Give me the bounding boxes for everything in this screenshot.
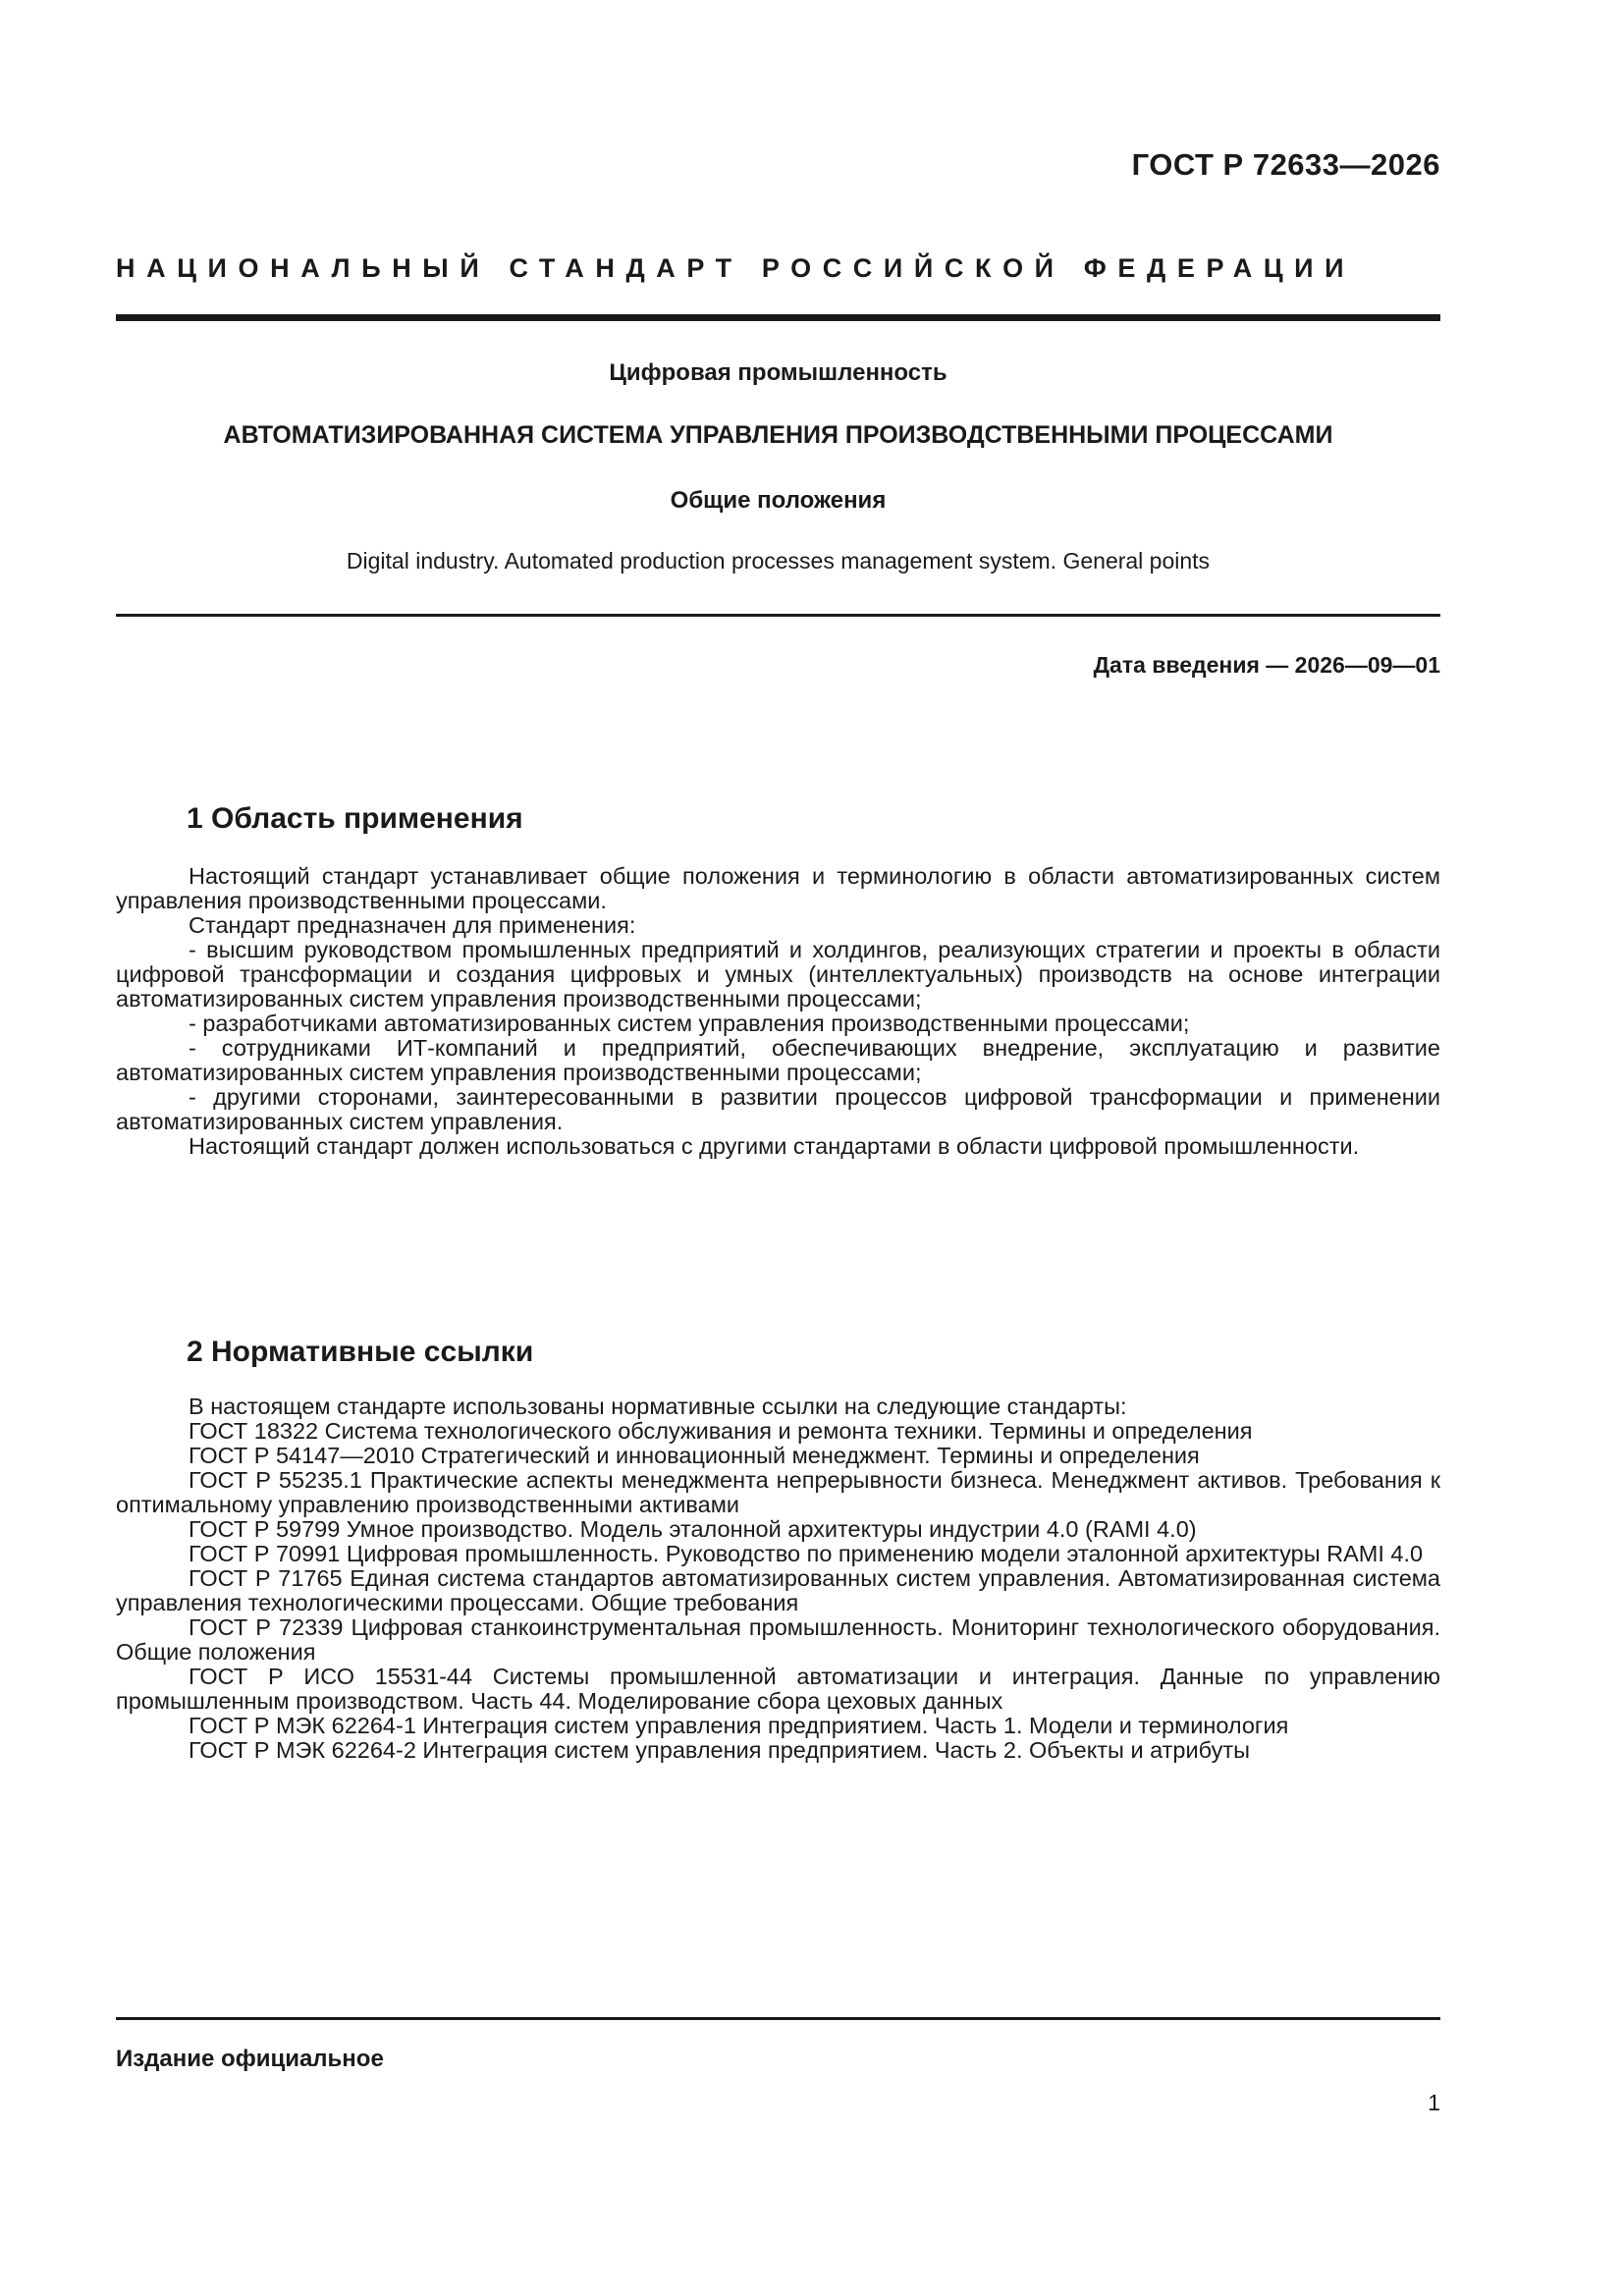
section-1-paragraph: Настоящий стандарт устанавливает общие положения и терминологию в области автоматизированных систем управления производственными процессами. [116, 863, 1440, 913]
title-divider [116, 614, 1440, 617]
title-line-2: АВТОМАТИЗИРОВАННАЯ СИСТЕМА УПРАВЛЕНИЯ ПРОИЗВОДСТВЕННЫМИ ПРОЦЕССАМИ [223, 421, 1333, 449]
section-1-list-item: - высшим руководством промышленных предприятий и холдингов, реализующих стратегии и проекты в области цифровой трансформации и создания цифровых и умных (интеллектуальных) производств на основе интеграции автоматизированных систем управления производственными процессами; [116, 937, 1440, 1011]
reference-item: ГОСТ Р 59799 Умное производство. Модель эталонной архитектуры индустрии 4.0 (RAMI 4.0) [189, 1516, 1197, 1542]
reference-item: ГОСТ Р 72339 Цифровая станкоинструментальная промышленность. Мониторинг технологического оборудования. Общие положения [116, 1614, 1440, 1665]
section-1-list-item: - разработчиками автоматизированных систем управления производственными процессами; [189, 1011, 1190, 1036]
section-2-body [116, 1394, 1440, 1763]
reference-item: ГОСТ Р 55235.1 Практические аспекты менеджмента непрерывности бизнеса. Менеджмент активов. Требования к оптимальному управлению производственными активами [116, 1467, 1440, 1517]
title-line-1: Цифровая промышленность [609, 359, 947, 386]
section-1-paragraph: Настоящий стандарт должен использоваться с другими стандартами в области цифровой промышленности. [189, 1133, 1360, 1159]
national-standard-title: НАЦИОНАЛЬНЫЙ СТАНДАРТ РОССИЙСКОЙ ФЕДЕРАЦИИ [116, 253, 1356, 283]
section-1-body [116, 864, 1440, 1159]
english-title: Digital industry. Automated production processes management system. General points [346, 548, 1211, 574]
reference-item: ГОСТ Р МЭК 62264-1 Интеграция систем управления предприятием. Часть 1. Модели и терминология [189, 1713, 1289, 1738]
reference-item: ГОСТ Р ИСО 15531-44 Системы промышленной автоматизации и интеграция. Данные по управлению промышленным производством. Часть 44. Моделирование сбора цеховых данных [116, 1664, 1440, 1714]
section-1-paragraph: Стандарт предназначен для применения: [189, 912, 636, 938]
reference-item: ГОСТ 18322 Система технологического обслуживания и ремонта техники. Термины и определения [189, 1418, 1253, 1444]
reference-item: ГОСТ Р 70991 Цифровая промышленность. Руководство по применению модели эталонной архитектуры RAMI 4.0 [189, 1541, 1424, 1566]
reference-item: ГОСТ Р 71765 Единая система стандартов автоматизированных систем управления. Автоматизированная система управления технологическими процессами. Общие требования [116, 1565, 1440, 1615]
document-page [116, 0, 1440, 2296]
reference-item: ГОСТ Р МЭК 62264-2 Интеграция систем управления предприятием. Часть 2. Объекты и атрибуты [189, 1737, 1250, 1763]
header-divider [116, 314, 1440, 321]
section-2-heading: 2 Нормативные ссылки [187, 1336, 534, 1368]
section-1-heading: 1 Область применения [187, 802, 523, 835]
introduction-date: Дата введения — 2026—09—01 [1093, 652, 1440, 678]
reference-item: ГОСТ Р 54147—2010 Стратегический и инновационный менеджмент. Термины и определения [189, 1443, 1200, 1468]
page-number: 1 [1428, 2090, 1440, 2115]
title-line-3: Общие положения [670, 487, 887, 514]
edition-label: Издание официальное [116, 2046, 384, 2072]
section-1-list-item: - сотрудниками ИТ-компаний и предприятий, обеспечивающих внедрение, эксплуатацию и развитие автоматизированных систем управления производственными процессами; [116, 1035, 1440, 1085]
gost-number: ГОСТ Р 72633—2026 [1131, 147, 1440, 182]
section-2-intro: В настоящем стандарте использованы нормативные ссылки на следующие стандарты: [189, 1394, 1127, 1419]
footer-divider [116, 2017, 1440, 2020]
section-1-list-item: - другими сторонами, заинтересованными в развитии процессов цифровой трансформации и применении автоматизированных систем управления. [116, 1084, 1440, 1134]
